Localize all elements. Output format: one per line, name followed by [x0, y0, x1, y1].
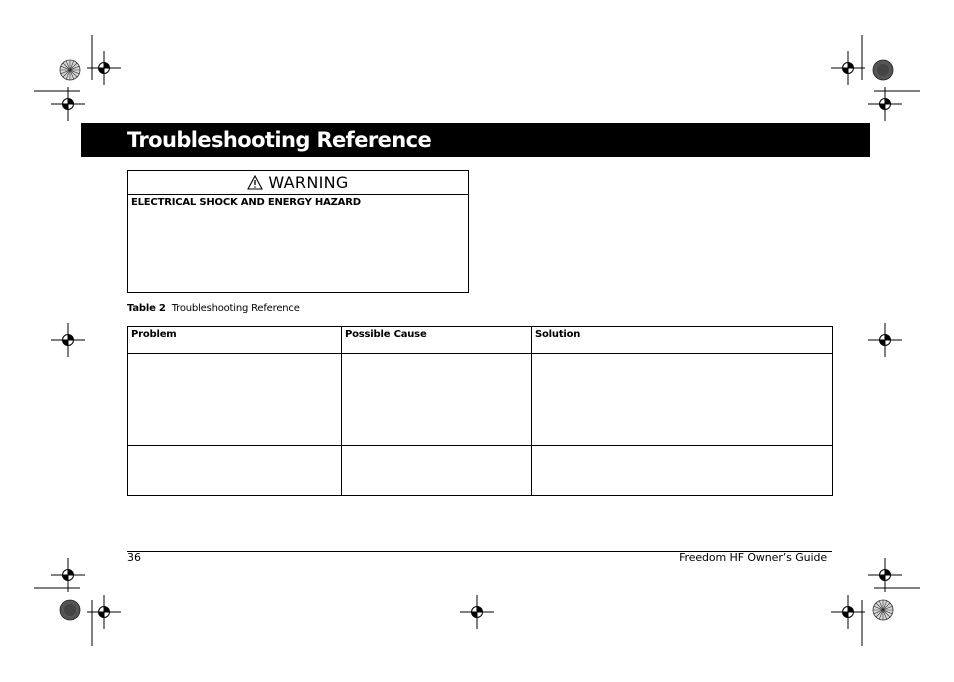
page-title: Troubleshooting Reference [127, 128, 432, 152]
table-row [128, 354, 833, 446]
table-caption [127, 303, 300, 314]
warning-box [127, 170, 469, 293]
table-caption-label: Table 2 [127, 303, 166, 314]
table-cell [532, 446, 833, 496]
table-cell [342, 354, 532, 446]
table-row [128, 446, 833, 496]
troubleshooting-table [127, 326, 833, 496]
table-caption-text: Troubleshooting Reference [171, 303, 300, 314]
warning-triangle-icon [247, 175, 263, 190]
warning-header [128, 171, 468, 195]
table-header-row [128, 327, 833, 354]
column-header-solution: Solution [532, 327, 833, 354]
column-header-possible-cause: Possible Cause [342, 327, 532, 354]
guide-title: Freedom HF Owner’s Guide [679, 551, 827, 564]
warning-heading: WARNING [268, 173, 349, 192]
table-cell [532, 354, 833, 446]
warning-hazard-text: ELECTRICAL SHOCK AND ENERGY HAZARD [131, 197, 361, 208]
table-cell [128, 446, 342, 496]
table-cell [128, 354, 342, 446]
table-cell [342, 446, 532, 496]
section-title-bar [81, 123, 870, 157]
page-number: 36 [127, 551, 141, 564]
column-header-problem: Problem [128, 327, 342, 354]
